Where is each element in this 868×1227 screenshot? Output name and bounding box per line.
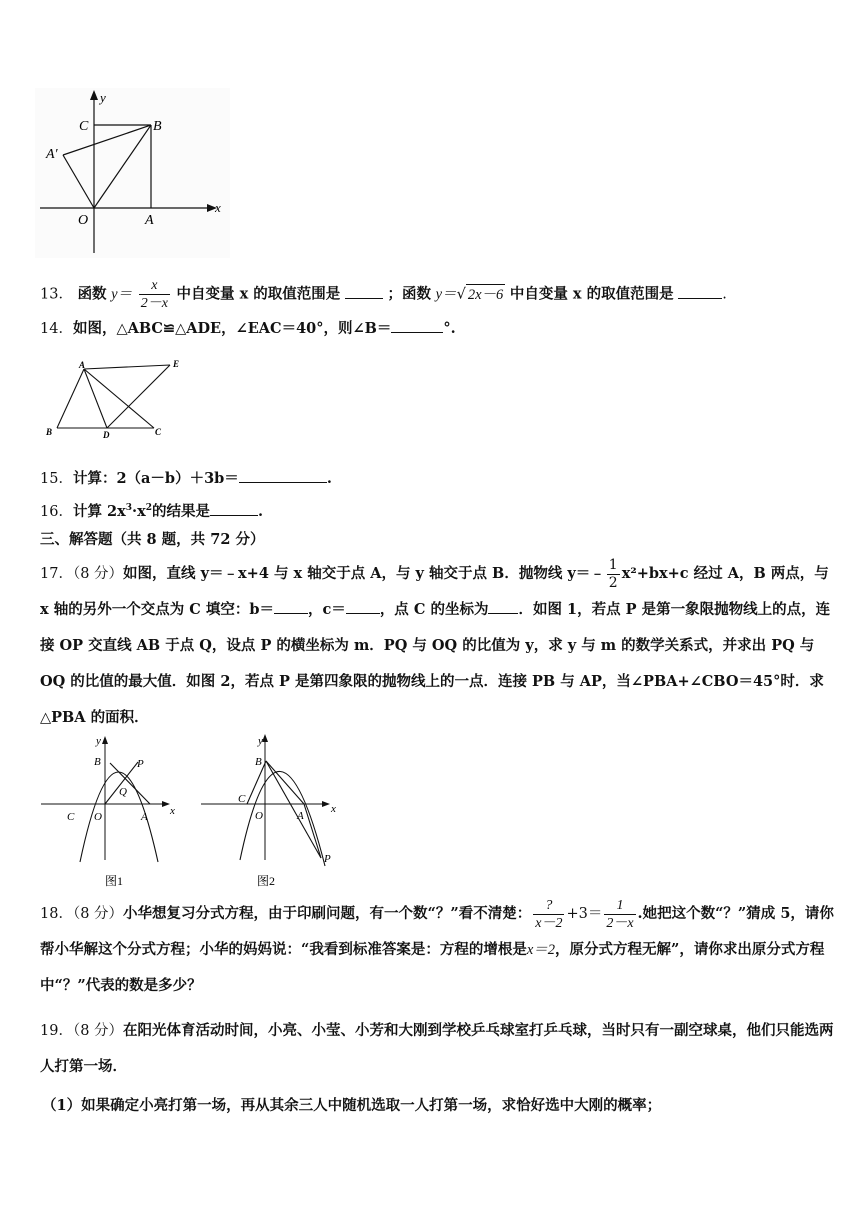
q17-text-5: ．如图 1，若点 P 是第一象限抛物线上的点，连接 OP 交直线 AB 于点 Q，设点 P 的横坐标为 m．PQ 与 OQ 的比值为 y，求 y 与 m 的数学关系式，并求出 PQ 与 OQ 的比值的最大值．如图 2，若点 P 是第四象限的抛物线上的一点．连接 PB 与 AP，当∠PBA+∠CBO＝45°时．求△PBA 的面积． [40,601,831,726]
q17-number: 17．（8 分） [40,566,124,582]
question-19-part-1: （1）如果确定小亮打第一场，再从其余三人中随机选取一人打第一场，求恰好选中大刚的概率； [42,1097,662,1114]
caption-2: 图2 [257,874,276,888]
q14-number: 14． [40,321,73,337]
label-O: O [94,811,102,823]
figure-2 [198,730,348,892]
label-x: x [331,803,336,815]
label-A: A [141,811,148,823]
question-14 [40,318,456,339]
segment-AB [57,369,84,428]
q16-end: . [257,503,264,520]
q16-mid: ·x [132,503,146,520]
label-B: B [153,119,162,134]
question-17 [40,556,835,736]
q13-sqrt-sign: √ [456,286,466,303]
question-16 [40,501,263,522]
caption-1: 图1 [105,874,124,888]
q13-blank-2[interactable] [678,284,722,299]
q18-fraction-1-numerator: ? [533,897,564,915]
label-y: y [100,90,106,105]
q16-number: 16． [40,504,73,520]
x-axis-arrow [322,801,330,807]
parabola [240,771,325,866]
label-O: O [255,810,263,822]
label-C: C [238,793,246,805]
q14-text: 如图，△ABC≌△ADE，∠EAC＝40°，则∠B＝ [72,320,392,337]
line-BP [266,761,321,858]
label-y: y [96,735,101,747]
q16-post: 的结果是 [151,503,210,520]
label-B: B [255,756,262,768]
label-C: C [155,427,162,437]
q17-text-2: x²+bx+c 经过 A，B 两点，与 x 轴的另外一个交点为 C 填空：b＝ [40,565,829,618]
q18-equation-mid: +3＝ [566,906,603,922]
label-x: x [170,805,175,817]
figure-q14 [42,356,192,442]
figure-1 [38,732,188,892]
q17-text-1: 如图，直线 y＝﹣x+4 与 x 轴交于点 A，与 y 轴交于点 B．抛物线 y＝﹣ [123,565,605,582]
label-P: P [324,853,331,865]
q15-end: . [326,470,332,487]
question-18 [40,896,835,1004]
q13-fraction-numerator: x [139,277,170,295]
label-B: B [94,756,101,768]
q13-f2-lhs: y＝ [435,286,457,303]
y-axis-arrow [102,736,108,744]
label-A: A [79,360,86,370]
q15-blank[interactable] [239,468,327,483]
q13-radicand: 2x－6 [466,284,505,305]
q17-blank-point-c[interactable] [488,599,518,614]
q14-blank[interactable] [391,318,443,333]
label-B: B [46,427,53,437]
q17-fraction [607,557,620,592]
q17-text-3: ，c＝ [307,601,346,618]
label-A-prime: A′ [46,147,58,162]
label-x: x [215,200,221,215]
segment-AC [84,369,154,428]
label-E: E [173,359,180,369]
q13-f1-lhs: y＝ [111,286,133,303]
q13-end: . [722,286,727,303]
y-axis-arrow [262,734,268,742]
label-P: P [137,758,144,770]
q13-pre: 函数 [77,285,107,303]
q13-sep: ；函数 [387,285,432,303]
line-AP [304,804,321,858]
q16-exponent-2: 2 [145,503,152,513]
q17-fraction-numerator: 1 [608,556,618,573]
q18-number: 18．（8 分） [40,906,124,922]
q15-text: 计算：2（a－b）＋3b＝ [72,470,239,487]
line-AB [110,763,150,804]
q19-text: 在阳光体育活动时间，小亮、小莹、小芳和大刚到学校乒乓球室打乒乓球，当时只有一副空球桌，他们只能选两人打第一场． [40,1022,834,1075]
line-BA [266,761,304,804]
question-15 [40,468,332,489]
question-13 [40,277,727,312]
question-19 [40,1013,835,1085]
q18-fraction-2-denominator: 2－x [606,915,634,931]
q15-number: 15． [40,471,73,487]
q13-mid1: 中自变量 x 的取值范围是 [176,285,341,303]
q14-end: °. [443,320,456,337]
q17-blank-b[interactable] [274,599,308,614]
q13-mid2: 中自变量 x 的取值范围是 [509,285,674,303]
q18-fraction-1-denominator: x－2 [535,915,563,931]
q17-fraction-denominator: 2 [608,574,618,591]
figure-q12 [35,88,230,258]
q19-number: 19．（8 分） [40,1023,124,1039]
label-D: D [103,430,110,440]
figure-q12-background [35,88,230,258]
q16-exponent-1: 3 [125,503,133,513]
label-C: C [67,811,75,823]
q18-root: x＝2 [526,942,556,958]
q16-blank[interactable] [210,501,258,516]
q13-blank-1[interactable] [345,284,383,299]
q13-fraction-denominator: 2－x [140,296,168,311]
segment-AE [84,365,170,369]
q18-text-3: ，原分式方程无解”，请你求出原分式方程中“？”代表的数是多少？ [40,941,825,994]
q18-text-2: .她把这个数“？”猜成 5，请你帮小华解这个分式方程；小华的妈妈说：“我看到标准答案是：方程的增根是 [40,905,834,958]
q17-blank-c[interactable] [346,599,380,614]
label-O: O [78,213,89,228]
label-C: C [79,119,89,134]
q13-number: 13． [40,286,73,303]
section-title: 三、解答题（共 8 题，共 72 分） [40,531,265,548]
q16-pre: 计算 2x [72,503,126,520]
x-axis-arrow [162,801,170,807]
q18-fraction-1 [533,897,564,932]
q18-fraction-2 [604,897,635,932]
segment-AD [84,369,107,428]
label-A: A [145,213,154,228]
q18-fraction-2-numerator: 1 [604,897,635,915]
q13-fraction [139,277,170,312]
q18-text-1: 小华想复习分式方程，由于印刷问题，有一个数“？”看不清楚： [123,905,532,922]
label-Q: Q [119,786,127,798]
q17-text-4: ，点 C 的坐标为 [379,601,489,618]
label-A: A [297,810,304,822]
label-y: y [258,735,263,747]
